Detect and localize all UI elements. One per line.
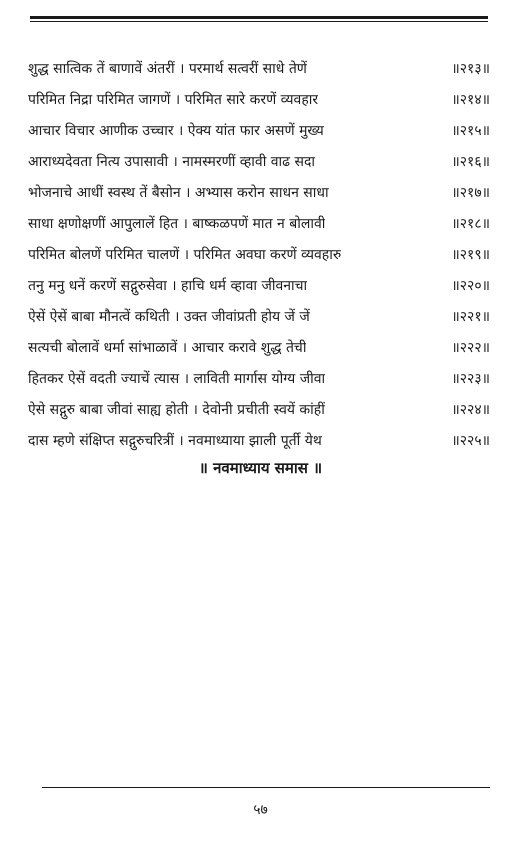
- top-rule-thin: [30, 21, 488, 22]
- bottom-rule: [42, 787, 490, 788]
- verse-number: ॥२२५॥: [451, 433, 490, 449]
- verse-number: ॥२१५॥: [451, 123, 490, 139]
- verse-line: [28, 364, 490, 395]
- verse-line: [28, 333, 490, 364]
- top-rule-thick: [30, 16, 488, 19]
- verse-line: [28, 178, 490, 209]
- verse-number: ॥२२३॥: [451, 371, 490, 387]
- page-number: ५७: [253, 802, 268, 818]
- verse-number: ॥२२४॥: [451, 402, 490, 418]
- verse-line: [28, 147, 490, 178]
- verse-text: भोजनाचे आधीं स्वस्थ तें बैसोन । अभ्यास करोन साधन साधा: [28, 185, 329, 201]
- verse-number: ॥२१३॥: [451, 61, 490, 77]
- verse-text: दास म्हणे संक्षिप्त सद्गुरुचरित्रीं । नवमाध्याया झाली पूर्ती येथ: [28, 433, 322, 449]
- verse-text: परिमित बोलणें परिमित चालणें । परिमित अवघा करणें व्यवहारु: [28, 247, 342, 263]
- verse-number: ॥२२०॥: [451, 278, 490, 294]
- verse-text: साधा क्षणोक्षणीं आपुलालें हित । बाष्कळपणें मात न बोलावी: [28, 216, 326, 232]
- verse-number: ॥२१६॥: [451, 154, 490, 170]
- verse-line: [28, 240, 490, 271]
- verse-line: [28, 209, 490, 240]
- verse-text: आचार विचार आणीक उच्चार । ऐक्य यांत फार असणें मुख्य: [28, 123, 324, 139]
- verse-text: तनु मनु धनें करणें सद्गुरुसेवा । हाचि धर्म व्हावा जीवनाचा: [28, 278, 308, 294]
- verse-text: हितकर ऐसें वदती ज्याचें त्यास । लाविती मार्गास योग्य जीवा: [28, 371, 326, 387]
- verse-line: [28, 54, 490, 85]
- verse-number: ॥२१७॥: [451, 185, 490, 201]
- verse-text: आराध्यदेवता नित्य उपासावी । नामस्मरणीं व्हावी वाढ सदा: [28, 154, 316, 170]
- verse-line: [28, 271, 490, 302]
- chapter-end-heading: ॥ नवमाध्याय समास ॥: [198, 459, 323, 477]
- verse-number: ॥२१९॥: [451, 247, 490, 263]
- verse-number: ॥२१४॥: [451, 92, 490, 108]
- verse-number: ॥२१८॥: [451, 216, 490, 232]
- verse-number: ॥२२१॥: [451, 309, 490, 325]
- verse-list: [28, 54, 490, 457]
- verse-line: [28, 85, 490, 116]
- verse-text: ऐसे सद्गुरु बाबा जीवां साह्य होती । देवोनी प्रचीती स्वयें कांहीं: [28, 402, 325, 418]
- verse-text: शुद्ध सात्विक तें बाणावें अंतरीं । परमार्थ सत्वरीं साधे तेणें: [28, 61, 307, 77]
- verse-line: [28, 302, 490, 333]
- verse-text: सत्यची बोलावें धर्मा सांभाळावें । आचार करावे शुद्ध तेची: [28, 340, 307, 356]
- verse-text: परिमित निद्रा परिमित जागणें । परिमित सारे करणें व्यवहार: [28, 92, 319, 108]
- verse-line: [28, 116, 490, 147]
- verse-text: ऐसें ऐसें बाबा मौनत्वें कथिती । उक्त जीवांप्रती होय जें जें: [28, 309, 310, 325]
- verse-line: [28, 395, 490, 426]
- verse-number: ॥२२२॥: [451, 340, 490, 356]
